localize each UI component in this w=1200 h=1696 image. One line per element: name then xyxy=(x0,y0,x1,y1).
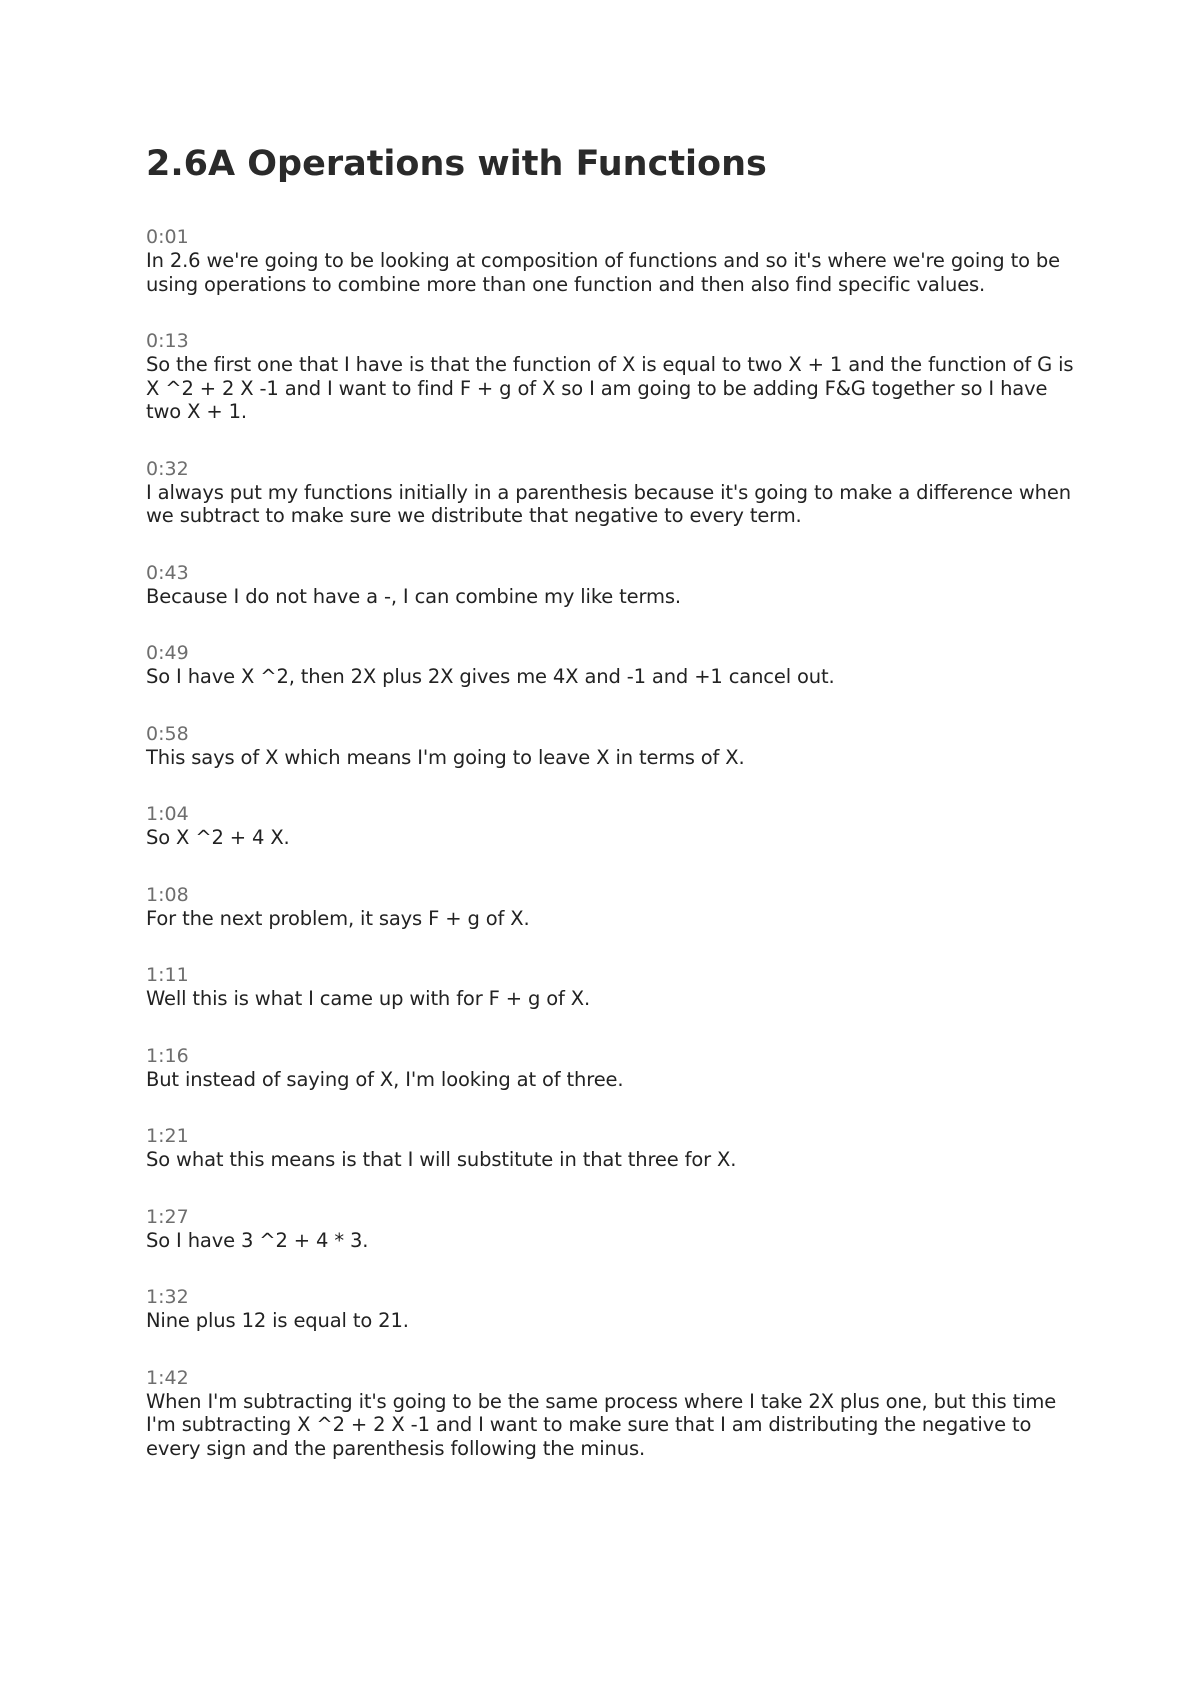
transcript-text: Well this is what I came up with for F + g of X. xyxy=(146,987,591,1010)
timestamp: 1:32 xyxy=(146,1286,189,1308)
transcript-text: I always put my functions initially in a parenthesis because it's going to make a difference when we subtract to make sure we distribute that negative to every term. xyxy=(146,480,1071,527)
transcript-page xyxy=(146,140,1076,1494)
timestamp: 0:13 xyxy=(146,330,189,352)
timestamp: 0:01 xyxy=(146,226,189,248)
transcript-entry xyxy=(146,723,1076,770)
page-title: 2.6A Operations with Functions xyxy=(146,144,767,184)
transcript-text: So what this means is that I will substitute in that three for X. xyxy=(146,1148,737,1171)
transcript-text: But instead of saying of X, I'm looking at of three. xyxy=(146,1067,624,1091)
timestamp: 1:42 xyxy=(146,1366,189,1389)
transcript-entry xyxy=(146,562,1076,609)
timestamp: 0:58 xyxy=(146,722,189,745)
timestamp: 0:49 xyxy=(146,642,189,664)
transcript-entry xyxy=(146,1367,1076,1461)
timestamp: 1:21 xyxy=(146,1125,189,1147)
transcript-entry xyxy=(146,1045,1076,1092)
transcript-text: Because I do not have a -, I can combine my like terms. xyxy=(146,584,681,608)
timestamp: 0:32 xyxy=(146,457,189,480)
timestamp: 1:08 xyxy=(146,883,189,906)
transcript-entry xyxy=(146,458,1076,528)
transcript-text: In 2.6 we're going to be looking at composition of functions and so it's where we're going to be using operations to combine more than one function and then also find specific values. xyxy=(146,249,1060,296)
timestamp: 1:27 xyxy=(146,1205,189,1228)
transcript-text: So the first one that I have is that the function of X is equal to two X + 1 and the function of G is X ^2 + 2 X -1 and I want to find F + g of X so I am going to be adding F&G together so I have two X + 1. xyxy=(146,353,1074,423)
transcript-entry xyxy=(146,330,1076,424)
transcript-text: For the next problem, it says F + g of X. xyxy=(146,906,530,930)
transcript-entry xyxy=(146,642,1076,689)
timestamp: 1:16 xyxy=(146,1044,189,1067)
transcript-entry xyxy=(146,1125,1076,1172)
transcript-entry xyxy=(146,226,1076,296)
transcript-text: So X ^2 + 4 X. xyxy=(146,826,290,849)
transcript-text: So I have 3 ^2 + 4 * 3. xyxy=(146,1228,369,1252)
transcript-entry xyxy=(146,803,1076,850)
transcript-text: So I have X ^2, then 2X plus 2X gives me 4X and -1 and +1 cancel out. xyxy=(146,665,835,688)
transcript-entry xyxy=(146,964,1076,1011)
transcript-text: This says of X which means I'm going to leave X in terms of X. xyxy=(146,745,745,769)
transcript-text: When I'm subtracting it's going to be the same process where I take 2X plus one, but this time I'm subtracting X ^2 + 2 X -1 and I want to make sure that I am distributing the negative to every sign and the parenthesis following the minus. xyxy=(146,1389,1057,1460)
transcript-entry xyxy=(146,884,1076,931)
timestamp: 1:04 xyxy=(146,803,189,825)
timestamp: 1:11 xyxy=(146,964,189,986)
transcript-text: Nine plus 12 is equal to 21. xyxy=(146,1309,409,1332)
transcript-entry xyxy=(146,1206,1076,1253)
transcript-entry xyxy=(146,1286,1076,1333)
timestamp: 0:43 xyxy=(146,561,189,584)
